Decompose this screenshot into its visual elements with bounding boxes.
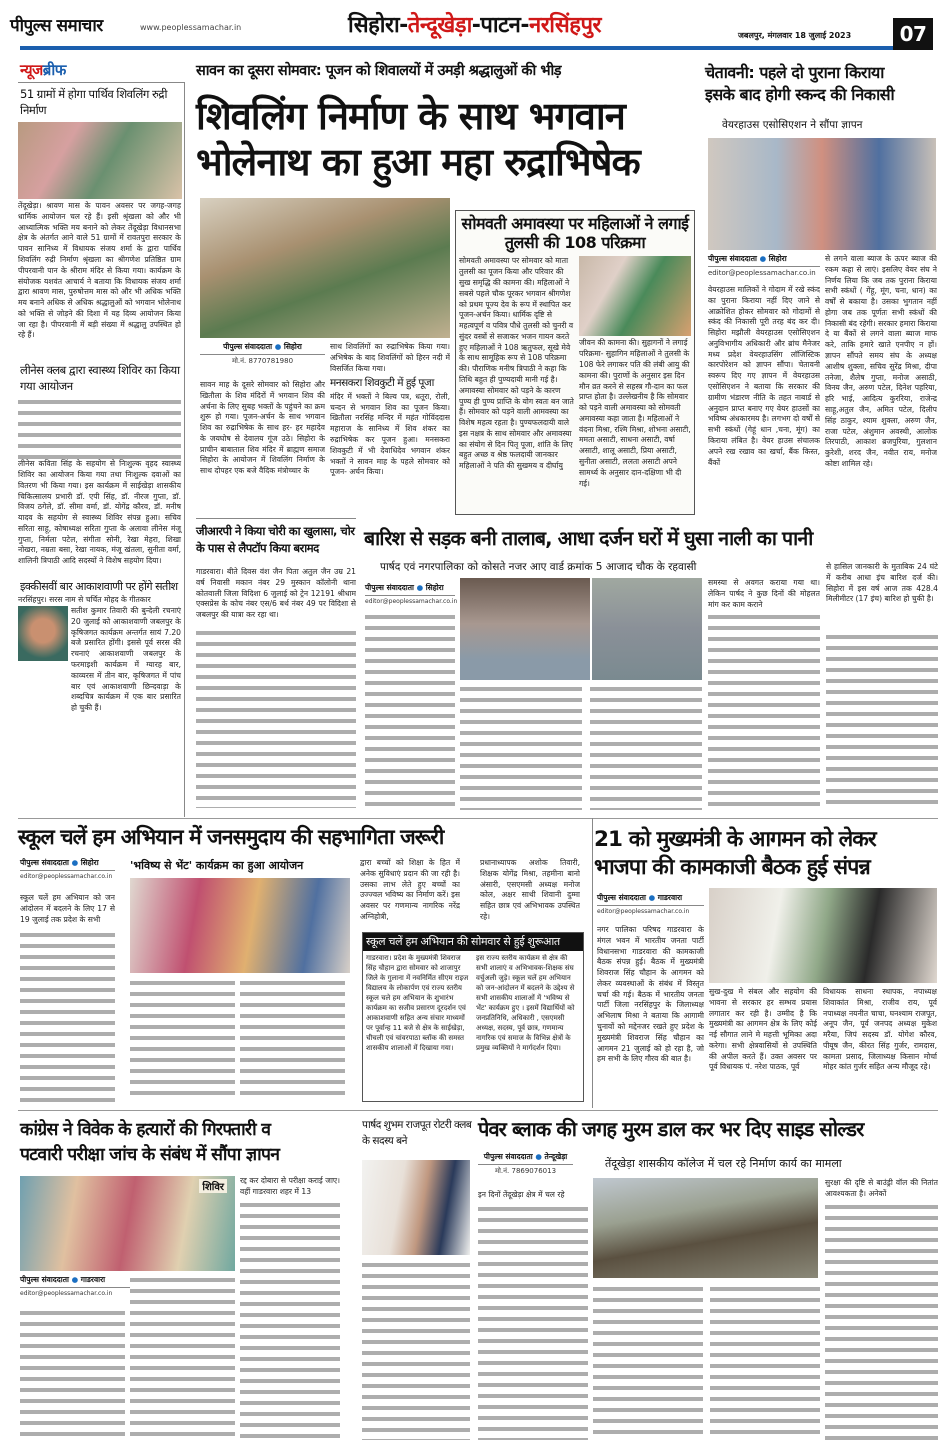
grp-headline: जीआरपी ने किया चोरी का खुलासा, चोर के पास से लैपटॉप किया बरामद — [196, 524, 355, 555]
headline-line: चेतावनी: पहले दो पुराना किराया — [705, 63, 884, 82]
lead-col2 — [330, 342, 450, 517]
edition-part: -पाटन- — [471, 13, 530, 38]
somvati-columns — [459, 256, 691, 511]
cm-divider — [592, 818, 593, 1108]
congress-col2: रद्द कर दोबारा से परीक्षा कराई जाए। वहीं गाडरवारा शहर में 13 — [240, 1176, 340, 1196]
somvati-box — [455, 210, 695, 515]
edition-title — [348, 14, 601, 38]
lead-col1: सावन माह के दूसरे सोमवार को सिहोरा और खितौला के शिव मंदिरों में भगवान शिव की अर्चना के लिए सुबह भक्तों के पहुंचने का क्रम शुरू हो गया। पूजन-अर्चन के साथ भगवान शिव का रुद्राभिषेक के साथ हर- हर महादेव के जयघोष से देवालय गूंज उठे। सिहोरा के प्राचीन बाबाताल शिव मंदिर में ब्राह्मण समाज सिहोरा के आयोजन में शिवलिंग निर्माण के साथ दोपहर एक बजे वैदिक मंत्रोच्चार के — [200, 380, 325, 476]
school-col4: प्रधानाध्यापक अशोक तिवारी, शिक्षक योगेंद्र मिश्रा, तहमीना बानो अंसारी, एसएमसी अध्यक्ष मनोज कोल, अक्षर साथी शिवानी दुम्मा सहित छात्र एवं अभिभावक उपस्थित रहे। — [480, 858, 580, 921]
location: सिहोरा — [768, 254, 787, 263]
cm-col3: विधायक साधना स्थापक, नपाध्यक्ष शिवाकांत मिश्रा, राजीव राय, पूर्व नपाध्यक्ष नयनीत चाचा, घनश्याम राजपूत, अनूप जैन, पूर्व जनपद अध्यक्ष मुकेश मरैया, जिपं सदस्य डॉ. योगेश कौरव, पीयूष जैन, कीरत सिंह गुर्जर, रामदास, कामता प्रसाद, जिलाध्यक्ष किसान मोर्चा मोहर कांत गुर्जर सहित अन्य मौजूद रहे। — [823, 987, 937, 1072]
section-divider — [18, 1110, 938, 1111]
byline: पीपुल्स संवाददाता — [708, 254, 757, 263]
news-brief-label — [20, 62, 66, 79]
rotary-headline: पार्षद शुभम राजपूत रोटरी क्लब के सदस्य बने — [362, 1119, 472, 1147]
warehouse-byline: पीपुल्स संवाददाता ● सिहोरा editor@peoplessamachar.co.in — [708, 254, 820, 277]
rain-headline: बारिश से सड़क बनी तालाब, आधा दर्जन घरों में घुसा नाली का पानी — [364, 527, 813, 550]
text-block — [708, 612, 820, 810]
edition-part: तेन्दूखेड़ा — [407, 13, 472, 38]
brief-body: सतीश कुमार तिवारी की बुन्देली रचनाएं 20 जुलाई को आकाशवाणी जबलपुर के कृषिजगत कार्यक्रम अन्तर्गत सायं 7.20 बजे प्रसारित होंगी। इससे पूर्व सरस की रचनाएं आकाशवाणी जबलपुर के फरमाइशी कार्यक्रम में ग्यारह बार, काव्यरस में तीन बार, कृषिजगत में पांच बार एवं आकाशवाणी छिन्दवाड़ा के शब्दचित्र कार्यक्रम में एक बार प्रसारित हो चुकी हैं। — [71, 606, 181, 713]
location: सिहोरा — [80, 858, 99, 867]
location: गाडरवारा — [80, 1275, 106, 1284]
website-url[interactable]: www.peoplessamachar.in — [140, 23, 242, 32]
paver-photo — [593, 1178, 818, 1278]
brief-headline: इक्कीसवीं बार आकाशवाणी पर होंगे सतीश — [20, 580, 178, 594]
headline-line: शिवलिंग निर्माण के साथ भगवान — [196, 94, 625, 138]
brief-body: तेंदूखेड़ा। श्रावण मास के पावन अवसर पर जगह-जगह धार्मिक आयोजन चल रहे हैं। इसी श्रृंखला को और भी आध्यात्मिक भक्ति मय बनाने को लेकर तेंदूखेड़ा विधानसभा क्षेत्र के अंतर्गत आने वाले 51 ग्रामों में रावतपुरा सरकार के पावन सानिध्य में विधायक संजय शर्मा के द्वारा पार्थिव शिवलिंग रुद्री निर्माण श्रृंखला का श्रीगणेश प्रतिष्ठित ग्राम पीपरवानी पान के श्रीराम मंदिर से किया गया। कार्यक्रम के संयोजक यशवंत आचार्य ने बताया कि विधायक संजय शर्मा द्वारा श्रावण मास, पुरुषोत्तम मास को और भी अधिक भक्ति मय बनाने अधिक से अधिक श्रद्धालुओं को भगवान भोलेनाथ को भक्ति से जोड़ने की दिशा में यह दिव्य आयोजन किया जा रहा है। पीपरवानी में बड़ी संख्या में श्रद्धालु उपस्थित हो रहे हैं। — [18, 201, 181, 340]
rain-col-right: से हासिल जानकारी के मुताबिक 24 घंटे में करीब आधा इंच बारिश दर्ज की। सिहोरा में इस वर्ष आज तक 428.4 मिलीमीटर (17 इंच) बारिश हो चुकी है। — [826, 562, 938, 604]
photo-banner-text: शिविर — [199, 1179, 227, 1193]
location: तेन्दूखेड़ा — [544, 1152, 568, 1161]
congress-photo — [20, 1176, 235, 1271]
paver-subhead: तेंदूखेड़ा शासकीय कॉलेज में चल रहे निर्माण कार्य का मामला — [605, 1157, 842, 1170]
school-subhead: 'भविष्य से भेंट' कार्यक्रम का हुआ आयोजन — [130, 859, 304, 872]
rain-photo-2 — [592, 578, 702, 680]
byline: पीपुल्स संवाददाता — [483, 1152, 533, 1161]
cm-col2: सुख-दुख मे संबल और सहयोग की भावना से सरकार हर सम्भव प्रयास लगातार कर रही है। उम्मीद है कि मुख्यमंत्री का आगमन क्षेत्र के लिए कोई नई सौगात लाने मे महत्ती भूमिका अदा करेगा। सभी क्षेत्रवासियों से उपस्थिति की अपील करते हैं। उक्त अवसर पर पूर्व विधायक पं. नरेश पाठक, पूर्व — [709, 987, 817, 1072]
congress-headline — [20, 1118, 345, 1167]
brief-body-lead: नरसिंहपुर। सरस नाम से चर्चित मोहद के गीतकार — [18, 595, 151, 605]
section-divider — [18, 818, 938, 819]
phone: मो.नं. 7869076013 — [494, 1167, 557, 1175]
text-block — [365, 612, 455, 810]
text-block — [240, 978, 345, 1102]
headline-line: इसके बाद होगी स्कन्द की निकासी — [705, 84, 895, 104]
location: सिहोरा — [283, 342, 302, 351]
cm-col1: नगर पालिका परिषद गाडरवारा के मंगल भवन में भारतीय जनता पार्टी विधानसभा गाडरवारा की कामकाजी बैठक संपन्न हुई। बैठक में मुख्यमंत्री शिवराज सिंह चौहान के आगमन को लेकर व्यवस्थाओं के संबंध में विस्तृत चर्चा की गई। बैठक में भारतीय जनता पार्टी जिला नरसिंहपुर के जिलाध्यक्ष अभिलाष मिश्रा ने बताया कि आगामी चुनावों को मद्देनजर रखते हुए प्रदेश के मुख्यमंत्री शिवराज सिंह चौहान का आगमन 21 जुलाई को हो रहा है, जो हम सभी के लिए गौरव की बात है। — [597, 925, 704, 1064]
rotary-photo — [362, 1160, 470, 1255]
phone: मो.नं. 8770781980 — [231, 357, 294, 365]
paver-byline: पीपुल्स संवाददाता ● तेन्दूखेड़ा मो.नं. 7869076013 — [478, 1152, 573, 1176]
label-part: ब्रीफ — [42, 61, 66, 79]
grp-divider — [196, 518, 356, 519]
school-col3: द्वारा बच्चों को शिक्षा के हित में अनेक सुविधाएं प्रदान की जा रही है। उसका लाभ लेते हुए बच्चों का उज्ज्वल भविष्य का निर्माण करें। इस अवसर पर गणमान्य नागरिक नरेंद्र अग्निहोत्री, — [360, 858, 460, 921]
somvati-col1: सोमवती अमावस्या पर सोमवार को माता तुलसी का पूजन किया और परिवार की सुख समृद्धि की कामना की। महिलाओं ने सबसे पहले चौक पूरकर भगवान श्रीगणेश को प्रथम पूज्य देव के रूप में स्थापित कर पूजन-अर्चन किया। धार्मिक दृष्टि से महत्वपूर्ण व पवित्र पौधे तुलसी को चुनरी व सुंदर वस्त्रों से सजाकर भजन गायन करते हुए महिलाओं ने 108 ऋतुफल, सूखे मेवे के साथ सामूहिक रूप से 108 परिक्रमा की। पौराणिक मनीष त्रिपाठी ने कहा कि तिथि बहुत ही पुण्यदायी मानी गई है। अमावस्या सोमवार को पड़ने के कारण पुण्य ही पुण्य प्राप्ति के योग स्वतः बन जाते हैं। सोमवार को पड़ने वाली आमवस्या का विशेष महत्व रहता है। पुण्यफलदायी वाले इस नक्षत्र के साथ सोमवार और अमावस्या का संयोग से दिन पितृ पूजा, शांति के लिए बहुत अच्छ व श्रेष्ठ फलदायी जानकार महिलाओं ने पति की सुखमय व दीर्घायु — [459, 256, 574, 471]
text-block — [460, 684, 582, 810]
text-block — [362, 1260, 470, 1440]
grp-body: गाडरवारा। बीते दिवस वंश जैन पिता अतुल जैन उम्र 21 वर्ष निवासी मकान नंबर 29 मुस्कान कॉलोनी थाना कोतवाली जिला विदिशा 6 जुलाई को ट्रेन 12191 श्रीधाम एक्सप्रेस के कोच नंबर एस/6 बर्थ नंबर 49 पर विदिशा से जबलपुर की यात्रा कर रहा था। — [196, 567, 356, 620]
text-block — [130, 1275, 235, 1440]
cm-photo — [709, 888, 937, 983]
byline: पीपुल्स संवाददाता — [223, 342, 273, 351]
text-block — [825, 1202, 938, 1440]
edition-part: सिहोरा- — [348, 13, 408, 38]
text-block — [196, 628, 356, 808]
text-block — [20, 1308, 125, 1440]
text-block — [590, 684, 702, 810]
rain-subhead: पार्षद एवं नगरपालिका को कोसते नजर आए वार्ड क्रमांक 5 आजाद चौक के रहवासी — [380, 561, 697, 573]
label-part: न्यूज — [20, 61, 43, 79]
email-link[interactable]: editor@peoplessamachar.co.in — [597, 908, 690, 915]
news-brief-box — [18, 82, 185, 817]
congress-byline: पीपुल्स संवाददाता ● गाडरवारा editor@peoplessamachar.co.in — [20, 1275, 130, 1297]
brief-headline: लीनेस क्लब द्वारा स्वास्थ्य शिविर का किया गया आयोजन — [20, 363, 180, 394]
school-photo — [130, 878, 350, 973]
newspaper-logo: पीपुल्स समाचार — [10, 16, 103, 36]
brief-with-photo — [18, 606, 184, 736]
text-block — [593, 1284, 703, 1440]
lead-photo — [200, 198, 450, 338]
lead-col2b-text: मंदिर में भक्तों ने बिल्व पत्र, धतूरा, रोली, चन्दन से भगवान शिव का पूजन किया। खितौला नरसिंह मन्दिर में महंत गोविंददास महाराज के सानिध्य में शिव शंकर का रुद्राभिषेक कर पूजन हुआ। मनसकरा शिवकुटी में भी देवाधिदेव भगवान शंकर भक्तों ने सावन माह के पहले सोमवार को पूजन- अर्चन किया। — [330, 391, 450, 477]
brief-body: लीनेस कविता सिंह के सहयोग से निःशुल्क वृहद स्वास्थ्य शिविर का आयोजन किया गया तथा निःशुल्क दवाओं का वितरण भी किया गया। इस कार्यक्रम में साईखेड़ा शासकीय चिकित्सालय प्रभारी डॉ. एपी सिंह, डॉ. नीरज गुप्ता, डॉ. विजय ठगेले, डॉ. सीमा वर्मा, डॉ. योगेंद्र कौरव, डॉ. मनीष यादव के सहयोग से स्वास्थ्य शिविर संपन्न हुआ। सचिव सरिता साहू, कोषाध्यक्ष सरिता गुप्ता के अलावा लीनेस मंजू गुप्ता, निर्मला पटेल, संगीता सोनी, रेखा मेहरा, शिखा नोखरा, नम्रता बसा, रेखा नायक, मंजू खंतला, सुनीता वर्मा, शालिनी त्रिपाठी आदि सदस्यों ने विशेष सहयोग दिया। — [18, 459, 181, 566]
school-box-headline: स्कूल चलें हम अभियान की सोमवार से हुई शुरूआत — [363, 933, 583, 951]
somvati-headline: सोमवती अमावस्या पर महिलाओं ने लगाई तुलसी की 108 परिक्रमा — [461, 214, 689, 253]
rain-col-mid: समस्या से अवगत कराया गया था। लेकिन पार्षद ने कुछ दिनों की मोहलत मांग कर काम कराने — [708, 578, 820, 609]
byline: पीपुल्स संवाददाता — [597, 893, 646, 902]
paver-col1: इन दिनों तेंदूखेड़ा क्षेत्र में चल रहे — [478, 1190, 565, 1199]
lead-kicker: सावन का दूसरा सोमवार: पूजन को शिवालयों में उमड़ी श्रद्धालुओं की भीड़ — [196, 63, 562, 79]
byline: पीपुल्स संवाददाता — [20, 858, 69, 867]
byline: पीपुल्स संवाददाता — [365, 583, 414, 592]
cm-byline: पीपुल्स संवाददाता ● गाडरवारा editor@peoplessamachar.co.in — [597, 893, 704, 915]
text-block — [20, 930, 115, 1102]
byline: पीपुल्स संवाददाता — [20, 1275, 69, 1284]
email-link[interactable]: editor@peoplessamachar.co.in — [365, 598, 458, 605]
location: सिहोरा — [425, 583, 444, 592]
headline-line: कांग्रेस ने विवेक के हत्यारों की गिरफ्तारी व — [20, 1120, 271, 1140]
somvati-col2: जीवन की कामना की। सुहागनों ने लगाई परिक्रमा- सुहागिन महिलाओं ने तुलसी के 108 फेरे लगाकर पति की लंबी आयु की कामना की। पुराणों के अनुसार इस दिन मौन व्रत करने से सहस्त्र गौ-दान का फल प्राप्त होता है। उल्लेखनीय है कि सोमवार को पड़ने वाली अमावस्या को सोमवती अमावस्या कहा जाता है। महिलाओं ने वंदना मिश्रा, रश्मि मिश्रा, शोभना असाटी, ममता असाटी, साधना असाटी, वर्षा असाटी, शालू असाटी, प्रिया असाटी, सुनीता असाटी, ललता असाटी अपने सामर्थ्य के अनुसार दान-दक्षिणा भी दी गई। — [579, 338, 691, 488]
paver-col-right: सुरक्षा की दृष्टि से बाउंड्री वॉल की नितांत आवश्यकता है। अनेकों — [825, 1178, 938, 1198]
email-link[interactable]: editor@peoplessamachar.co.in — [708, 269, 816, 277]
text-block — [710, 1284, 820, 1440]
masthead — [0, 0, 945, 52]
school-headline: स्कूल चलें हम अभियान में जनसमुदाय की सहभागिता जरूरी — [18, 825, 444, 849]
warehouse-col1: वेयरहाउस मालिकों ने गोदाम में रखे स्कंद का पुराना किराया नहीं दिए जाने से आक्रोशित होकर सोमवार को गोदामों से स्कंद की निकासी पूरी तरह बंद कर दी। सिहोरा मझौली वेयरहाउस एसोसिएशन अनुविभागीय अधिकारी और ब्रांच मैनेजर मध्य प्रदेश वेयरहाउसिंग लॉजिस्टिक कारपोरेशन को ज्ञापन सौंपा। चेतावनी स्वरूप दिए गए ज्ञापन में वेयरहाउस एसोसिएशन ने बताया कि सरकार की ग्रामीण भंडारण नीति के तहत नाबार्ड से अनुदान प्राप्त बनाए गए वेयर हाउसों का भविष्य अंधकारमय है। लगभग दो वर्षों से सभी स्कंधों (गेहूं धान ,चना, मूंग) का किराया लंबित है। वेयर हाउस संचालक अपने रख रखाव का खर्चा, बैंक किस्त, बैंकों — [708, 285, 820, 467]
lead-headline — [196, 94, 696, 185]
lead-col2-text: साथ शिवलिंगों का रुद्राभिषेक किया गया। अभिषेक के बाद शिवलिंगों को हिरन नदी में विसर्जित किया गया। — [330, 342, 450, 373]
lead-subhead: मनसकरा शिवकुटी में हुई पूजा — [330, 377, 434, 390]
paver-headline: पेवर ब्लाक की जगह मुरम डाल कर भर दिए साइड सोल्डर — [478, 1117, 864, 1141]
warehouse-headline — [705, 62, 940, 105]
brief-headline: 51 ग्रामों में होगा पार्थिव शिवलिंग रुद्री निर्माण — [20, 87, 167, 117]
location: गाडरवारा — [657, 893, 683, 902]
somvati-col2-wrap — [579, 256, 691, 511]
rain-byline: पीपुल्स संवाददाता ● सिहोरा editor@peoplessamachar.co.in — [365, 583, 458, 605]
text-block — [18, 397, 181, 459]
text-block — [478, 1204, 588, 1440]
rain-photo-1 — [460, 578, 590, 680]
school-byline: पीपुल्स संवाददाता ● सिहोरा editor@peoplessamachar.co.in — [20, 858, 115, 880]
school-box — [362, 932, 584, 1102]
warehouse-col2: से लगने वाला ब्याज के ऊपर ब्याज की रकम कहा से लाएं। इसलिए वेयर संघ ने निर्णय लिया कि जब तक पुराना किराया सभी स्कंधों ( गेंहू, मूंग, चना, धान) का वर्षों से बकाया है। उसका भुगतान नहीं होगा जब तक पूर्णतः सभी स्कंधों की निकासी बंद रहेगी। सरकार हमारा किराया दे या बैंकों से लगने वाला ब्याज माफ करे, ताकि हमारे खाते एनपीए न हों। ज्ञापन सौंपते समय संघ के अध्यक्ष आशीष शुक्ला, सचिव सुरेंद्र मिश्रा, दीपा तनेजा, शैलेष गुप्ता, मनोज असाठी, विनय जैन, अरुण पटेल, दिनेश पहरिया, हरि भाई, आदित्य कुररिया, राजेन्द्र साहू,अतुल जैन, अमित पटेल, दिलीप सिंह ठाकुर, श्याम शुक्ला, अरुण जैन, राजा पटेल, अंशुमान अवस्थी, आलोक तिरपाठी, आकाश ब्रजपुरिया, गुलशान कुरेशी, शरद जैन, नवीत राय, मनोज कोष्टा शामिल रहे। — [825, 254, 937, 468]
lead-byline: पीपुल्स संवाददाता ● सिहोरा मो.नं. 8770781980 — [200, 342, 325, 366]
school-col1: स्कूल चलें हम अभियान को जन आंदोलन में बदलने के लिए 17 से 19 जुलाई तक प्रदेश के सभी — [20, 893, 115, 924]
school-box-col2: इस राज्य स्तरीय कार्यक्रम से क्षेत्र की सभी शालाएं व अभिभावक-शिक्षक संघ वर्चुअली जुड़े। स्कूल चलें हम अभियान को जन-आंदोलन में बदलने के उद्देश्य से सभी शासकीय शालाओं में 'भविष्य से भेंट' कार्यक्रम हुए । इसमें विद्यार्थियों को जनप्रतिनिधि, अधिकारी , एसएमसी अध्यक्ष, सदस्य, पूर्व छात्र, गणमान्य नागरिक एवं समाज के विभिन्न क्षेत्रों के प्रमुख व्यक्तियों ने मार्गदर्शन दिया। — [476, 954, 575, 1052]
masthead-rule — [20, 46, 893, 50]
somvati-photo — [579, 256, 691, 336]
text-block — [130, 978, 235, 1102]
headline-line: 21 को मुख्यमंत्री के आगमन को लेकर — [594, 827, 876, 852]
cm-headline — [594, 826, 939, 882]
warehouse-photo — [708, 138, 936, 250]
headline-line: भोलेनाथ का हुआ महा रुद्राभिषेक — [196, 139, 640, 184]
headline-line: पटवारी परीक्षा जांच के संबंध में सौंपा ज्ञापन — [20, 1144, 280, 1165]
email-link[interactable]: editor@peoplessamachar.co.in — [20, 873, 113, 880]
dateline: जबलपुर, मंगलवार 18 जुलाई 2023 — [738, 31, 852, 40]
school-box-columns — [363, 951, 583, 1095]
text-block — [826, 632, 938, 810]
school-box-col1: गाडरवारा। प्रदेश के मुख्यमंत्री शिवराज सिंह चौहान द्वारा सोमवार को शाजापुर जिले के गुलाना में नवनिर्मित सीएम राइज विद्यालय के लोकार्पण एवं राज्य स्तरीय स्कूल चले हम अभियान के शुभारंभ कार्यक्रम का सजीव प्रसारण दूरदर्शन एवं आकाशवाणी सहित अन्य संचार माध्यमों पर पूर्वान्ह 11 बजे से क्षेत्र के साईखेड़ा, चीचली एवं चांवरपाठा ब्लॉक की समस्त शासकीय शालाओं में दिखाया गया। — [366, 954, 469, 1052]
email-link[interactable]: editor@peoplessamachar.co.in — [20, 1290, 113, 1297]
warehouse-subhead: वेयरहाउस एसोसिएशन ने सौंपा ज्ञापन — [722, 119, 863, 131]
brief-photo — [18, 122, 182, 199]
satish-portrait — [18, 606, 68, 661]
edition-part: नरसिंहपुर — [529, 13, 601, 38]
page-number: 07 — [893, 18, 933, 50]
text-block — [240, 1200, 340, 1440]
headline-line: भाजपा की कामकाजी बैठक हुई संपन्न — [594, 854, 870, 880]
